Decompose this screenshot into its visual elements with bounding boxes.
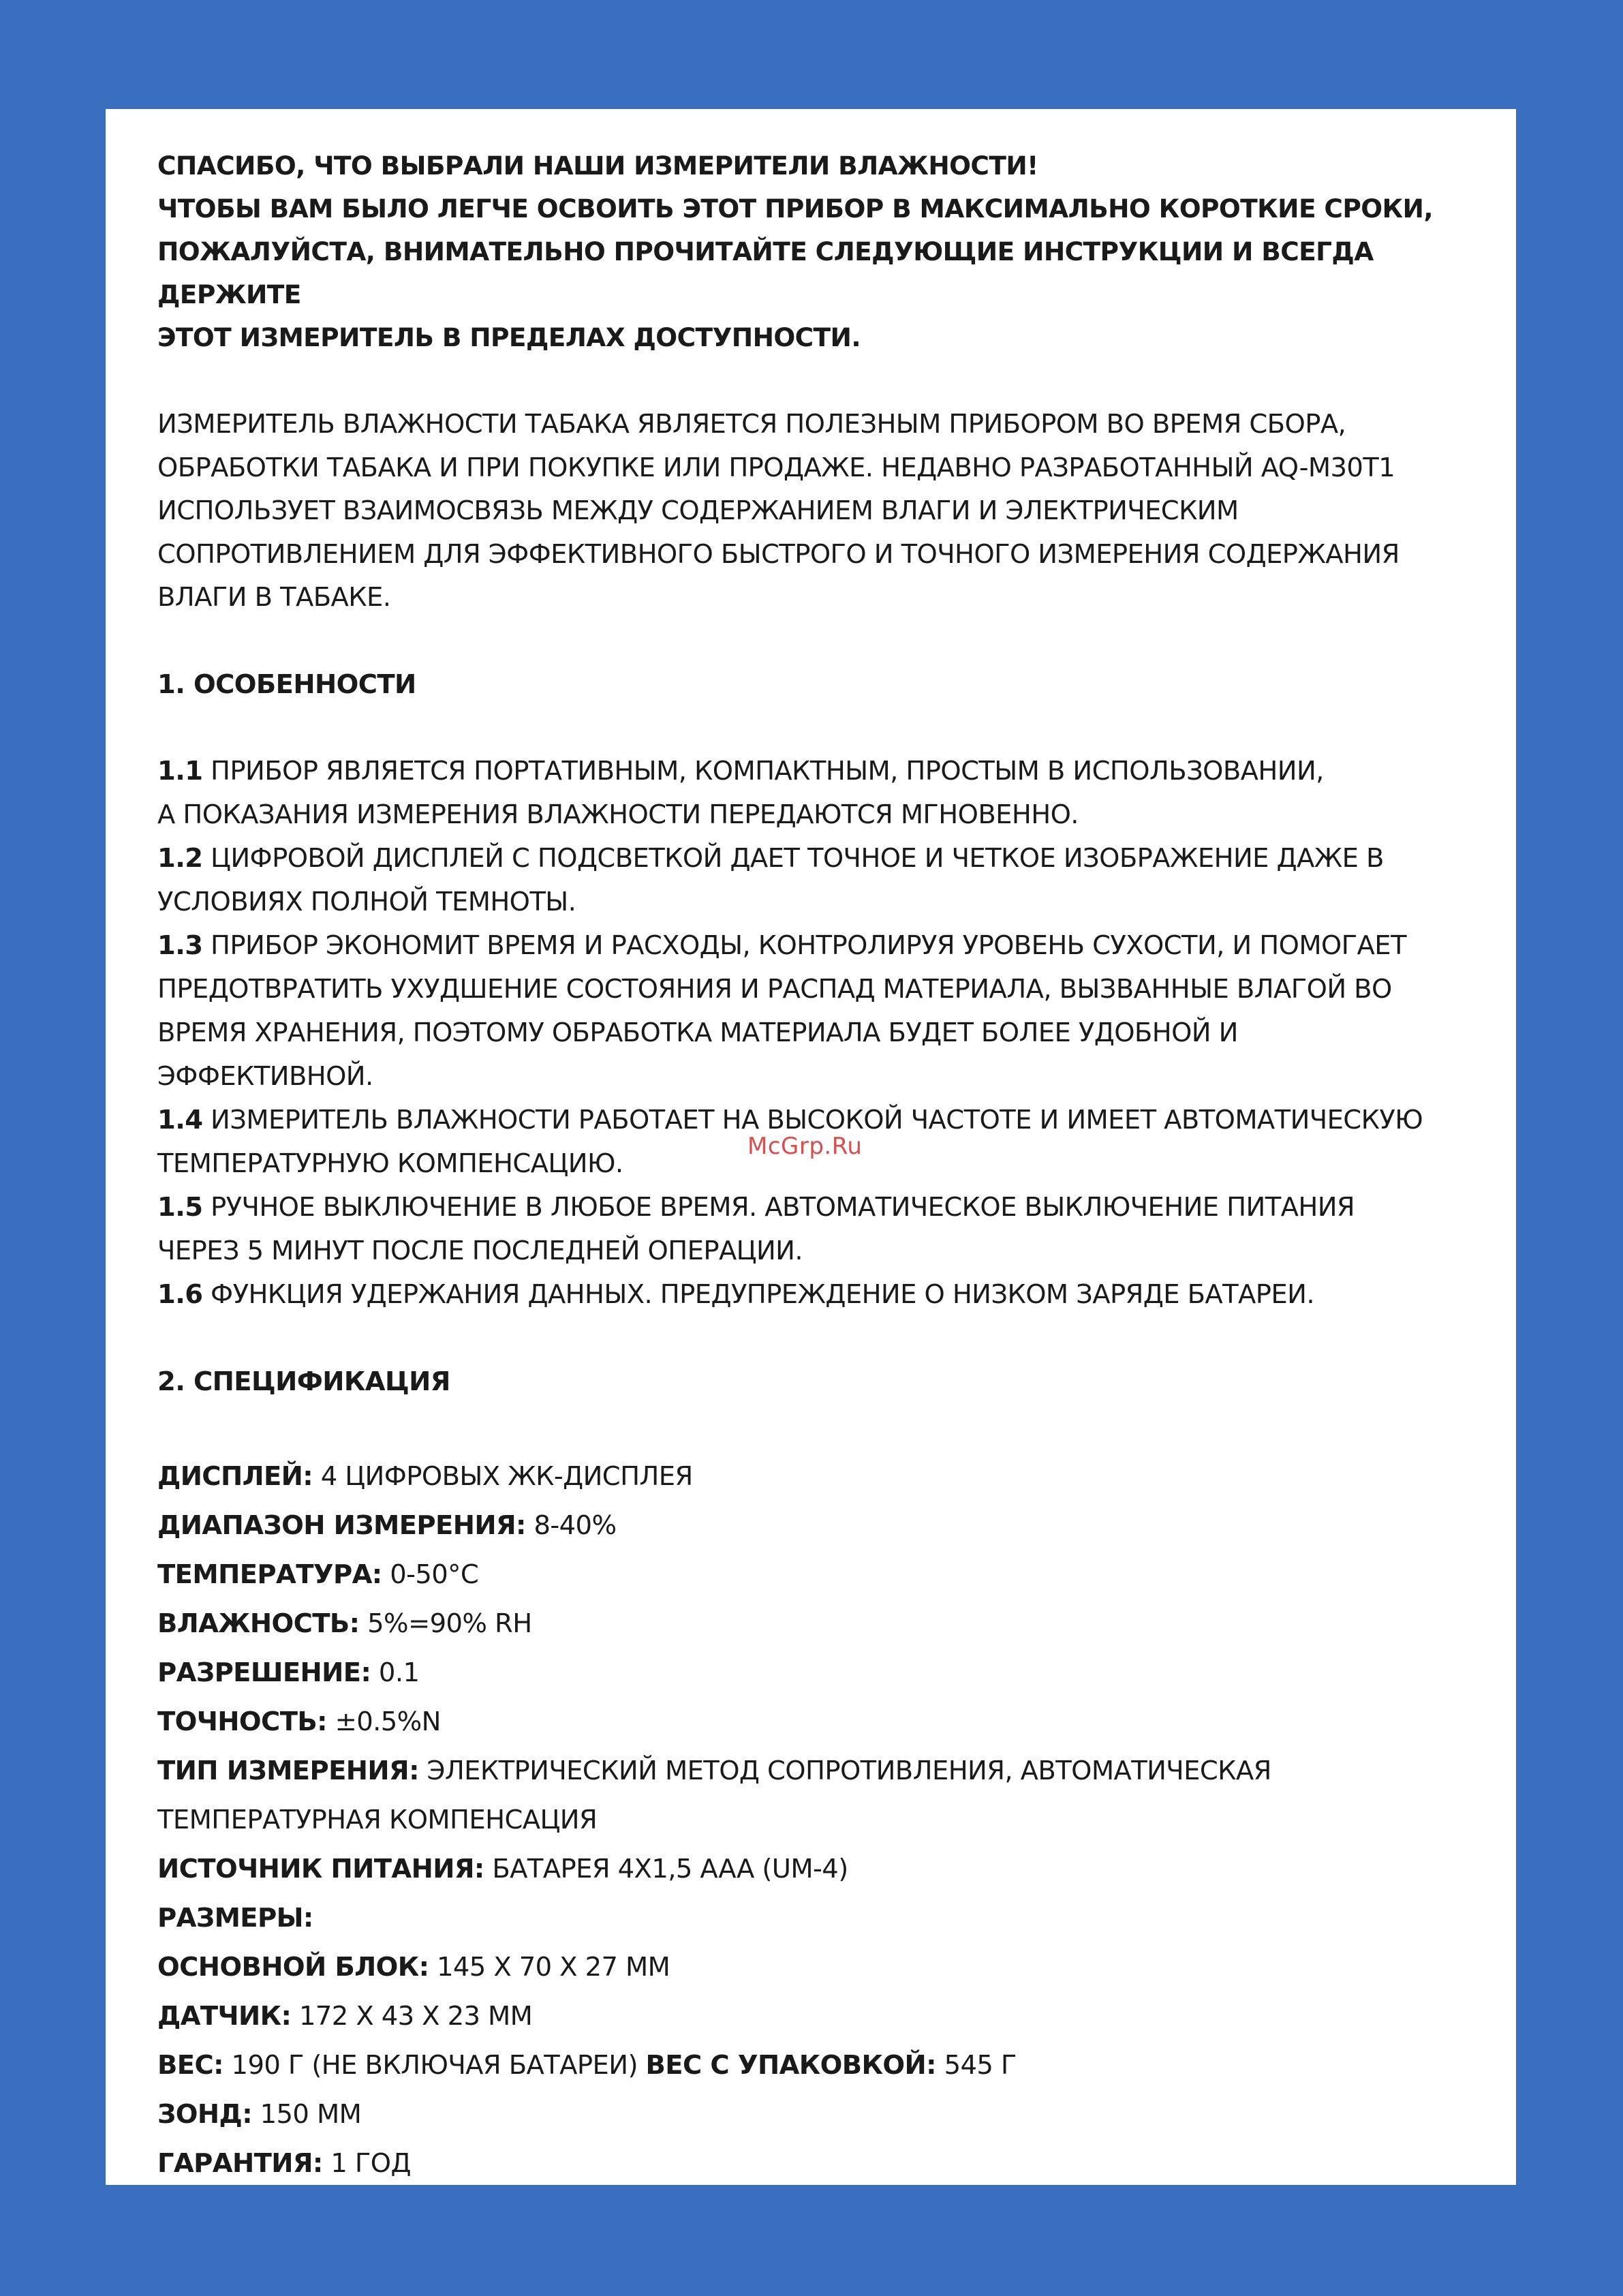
- feature-item: [157, 1186, 1468, 1229]
- feature-item: [157, 837, 1468, 881]
- spec-value: 172 X 43 X 23 MM: [299, 2000, 533, 2032]
- spec-row-temperature: [157, 1550, 1468, 1599]
- feature-number: 1.5: [157, 1191, 203, 1223]
- spec-value: БАТАРЕЯ 4X1,5 AAA (UM-4): [492, 1853, 848, 1884]
- spec-key: ГАРАНТИЯ:: [157, 2147, 323, 2179]
- spec-row-dimensions: [157, 1894, 1468, 1943]
- feature-item-continuation: ЧЕРЕЗ 5 МИНУТ ПОСЛЕ ПОСЛЕДНЕЙ ОПЕРАЦИИ.: [157, 1235, 803, 1266]
- spec-row-weight: [157, 2041, 1468, 2090]
- spec-key: ТЕМПЕРАТУРА:: [157, 1559, 382, 1590]
- feature-item-continuation: ПРЕДОТВРАТИТЬ УХУДШЕНИЕ СОСТОЯНИЯ И РАСПАД МАТЕРИАЛА, ВЫЗВАННЫЕ ВЛАГОЙ ВО: [157, 973, 1392, 1005]
- feature-text: ПРИБОР ЭКОНОМИТ ВРЕМЯ И РАСХОДЫ, КОНТРОЛИРУЯ УРОВЕНЬ СУХОСТИ, И ПОМОГАЕТ: [211, 930, 1406, 961]
- spec-value: 5%=90% RH: [367, 1608, 532, 1639]
- feature-number: 1.2: [157, 842, 203, 874]
- spec-row-resolution: [157, 1649, 1468, 1698]
- spec-key: ТОЧНОСТЬ:: [157, 1706, 327, 1737]
- intro-block: [157, 144, 1468, 359]
- spec-row-accuracy: [157, 1698, 1468, 1747]
- spec-row-measurement-type: [157, 1747, 1468, 1796]
- section-title-features: 1. ОСОБЕННОСТИ: [157, 669, 416, 700]
- feature-text: ЦИФРОВОЙ ДИСПЛЕЙ С ПОДСВЕТКОЙ ДАЕТ ТОЧНОЕ И ЧЕТКОЕ ИЗОБРАЖЕНИЕ ДАЖЕ В: [211, 842, 1384, 874]
- spec-key: РАЗМЕРЫ:: [157, 1902, 313, 1933]
- description-block: [157, 403, 1468, 619]
- feature-item-continuation: ЭФФЕКТИВНОЙ.: [157, 1060, 373, 1092]
- feature-text: ИЗМЕРИТЕЛЬ ВЛАЖНОСТИ РАБОТАЕТ НА ВЫСОКОЙ ЧАСТОТЕ И ИМЕЕТ АВТОМАТИЧЕСКУЮ: [211, 1104, 1423, 1135]
- spec-row-sensor: [157, 1992, 1468, 2041]
- spec-key: ВЕС С УПАКОВКОЙ:: [645, 2049, 936, 2081]
- spec-value: 4 ЦИФРОВЫХ ЖК-ДИСПЛЕЯ: [320, 1460, 693, 1492]
- spec-value: 145 X 70 X 27 MM: [437, 1951, 670, 1983]
- spec-key: ОСНОВНОЙ БЛОК:: [157, 1951, 429, 1983]
- spec-value: 190 Г (НЕ ВКЛЮЧАЯ БАТАРЕИ): [231, 2049, 638, 2081]
- feature-item: [157, 750, 1468, 793]
- spec-key: ДАТЧИК:: [157, 2000, 292, 2032]
- specs-list: [157, 1452, 1468, 2186]
- feature-item: [157, 1273, 1468, 1317]
- intro-line: ПОЖАЛУЙСТА, ВНИМАТЕЛЬНО ПРОЧИТАЙТЕ СЛЕДУЮЩИЕ ИНСТРУКЦИИ И ВСЕГДА ДЕРЖИТЕ: [157, 236, 1374, 309]
- feature-number: 1.6: [157, 1279, 203, 1310]
- features-list: [157, 750, 1468, 1317]
- feature-item-continuation: УСЛОВИЯХ ПОЛНОЙ ТЕМНОТЫ.: [157, 886, 576, 917]
- spec-value: 1 ГОД: [330, 2147, 411, 2179]
- feature-item-continuation: ТЕМПЕРАТУРНУЮ КОМПЕНСАЦИЮ.: [157, 1148, 623, 1179]
- spec-key: ИСТОЧНИК ПИТАНИЯ:: [157, 1853, 484, 1884]
- spec-row-humidity: [157, 1599, 1468, 1649]
- spec-row-display: [157, 1452, 1468, 1501]
- feature-item-continuation: А ПОКАЗАНИЯ ИЗМЕРЕНИЯ ВЛАЖНОСТИ ПЕРЕДАЮТСЯ МГНОВЕННО.: [157, 799, 1079, 830]
- spec-key: ЗОНД:: [157, 2098, 252, 2130]
- spec-value: 0.1: [378, 1657, 420, 1688]
- feature-text: РУЧНОЕ ВЫКЛЮЧЕНИЕ В ЛЮБОЕ ВРЕМЯ. АВТОМАТИЧЕСКОЕ ВЫКЛЮЧЕНИЕ ПИТАНИЯ: [211, 1191, 1355, 1223]
- spec-key: ВЛАЖНОСТЬ:: [157, 1608, 360, 1639]
- description-line: СОПРОТИВЛЕНИЕМ ДЛЯ ЭФФЕКТИВНОГО БЫСТРОГО И ТОЧНОГО ИЗМЕРЕНИЯ СОДЕРЖАНИЯ: [157, 538, 1400, 570]
- spec-value: 8-40%: [534, 1510, 617, 1541]
- spec-key: ДИАПАЗОН ИЗМЕРЕНИЯ:: [157, 1510, 526, 1541]
- spec-key: РАЗРЕШЕНИЕ:: [157, 1657, 371, 1688]
- spec-value: 0-50°C: [390, 1559, 479, 1590]
- description-line: ИЗМЕРИТЕЛЬ ВЛАЖНОСТИ ТАБАКА ЯВЛЯЕТСЯ ПОЛЕЗНЫМ ПРИБОРОМ ВО ВРЕМЯ СБОРА,: [157, 409, 1346, 440]
- intro-line: СПАСИБО, ЧТО ВЫБРАЛИ НАШИ ИЗМЕРИТЕЛИ ВЛАЖНОСТИ!: [157, 151, 1038, 181]
- spec-row-warranty: [157, 2139, 1468, 2186]
- description-line: ИСПОЛЬЗУЕТ ВЗАИМОСВЯЗЬ МЕЖДУ СОДЕРЖАНИЕМ ВЛАГИ И ЭЛЕКТРИЧЕСКИМ: [157, 495, 1239, 526]
- spec-value: 545 Г: [944, 2049, 1017, 2081]
- description-line: ОБРАБОТКИ ТАБАКА И ПРИ ПОКУПКЕ ИЛИ ПРОДАЖЕ. НЕДАВНО РАЗРАБОТАННЫЙ AQ-M30T1: [157, 452, 1395, 483]
- spec-row-main-unit: [157, 1943, 1468, 1992]
- spec-row-power: [157, 1845, 1468, 1894]
- intro-line: ЧТОБЫ ВАМ БЫЛО ЛЕГЧЕ ОСВОИТЬ ЭТОТ ПРИБОР В МАКСИМАЛЬНО КОРОТКИЕ СРОКИ,: [157, 194, 1433, 224]
- feature-text: ФУНКЦИЯ УДЕРЖАНИЯ ДАННЫХ. ПРЕДУПРЕЖДЕНИЕ О НИЗКОМ ЗАРЯДЕ БАТАРЕИ.: [211, 1279, 1314, 1310]
- spec-key: ТИП ИЗМЕРЕНИЯ:: [157, 1755, 419, 1786]
- feature-item-continuation: ВРЕМЯ ХРАНЕНИЯ, ПОЭТОМУ ОБРАБОТКА МАТЕРИАЛА БУДЕТ БОЛЕЕ УДОБНОЙ И: [157, 1017, 1238, 1048]
- description-line: ВЛАГИ В ТАБАКЕ.: [157, 582, 391, 613]
- spec-key: ДИСПЛЕЙ:: [157, 1460, 313, 1492]
- feature-text: ПРИБОР ЯВЛЯЕТСЯ ПОРТАТИВНЫМ, КОМПАКТНЫМ, ПРОСТЫМ В ИСПОЛЬЗОВАНИИ,: [211, 755, 1324, 786]
- spec-value: ЭЛЕКТРИЧЕСКИЙ МЕТОД СОПРОТИВЛЕНИЯ, АВТОМАТИЧЕСКАЯ: [427, 1755, 1271, 1786]
- intro-line: ЭТОТ ИЗМЕРИТЕЛЬ В ПРЕДЕЛАХ ДОСТУПНОСТИ.: [157, 322, 861, 352]
- feature-number: 1.4: [157, 1104, 203, 1135]
- spec-row-continuation: ТЕМПЕРАТУРНАЯ КОМПЕНСАЦИЯ: [157, 1804, 598, 1835]
- spec-value: ±0.5%N: [335, 1706, 441, 1737]
- feature-item: [157, 924, 1468, 968]
- section-title-specs: 2. СПЕЦИФИКАЦИЯ: [157, 1366, 450, 1397]
- spec-value: 150 MM: [260, 2098, 362, 2130]
- feature-number: 1.1: [157, 755, 203, 786]
- spec-row-probe: [157, 2090, 1468, 2139]
- watermark: McGrp.Ru: [747, 1133, 863, 1160]
- spec-key: ВЕС:: [157, 2049, 223, 2081]
- spec-row-range: [157, 1501, 1468, 1550]
- feature-number: 1.3: [157, 930, 203, 961]
